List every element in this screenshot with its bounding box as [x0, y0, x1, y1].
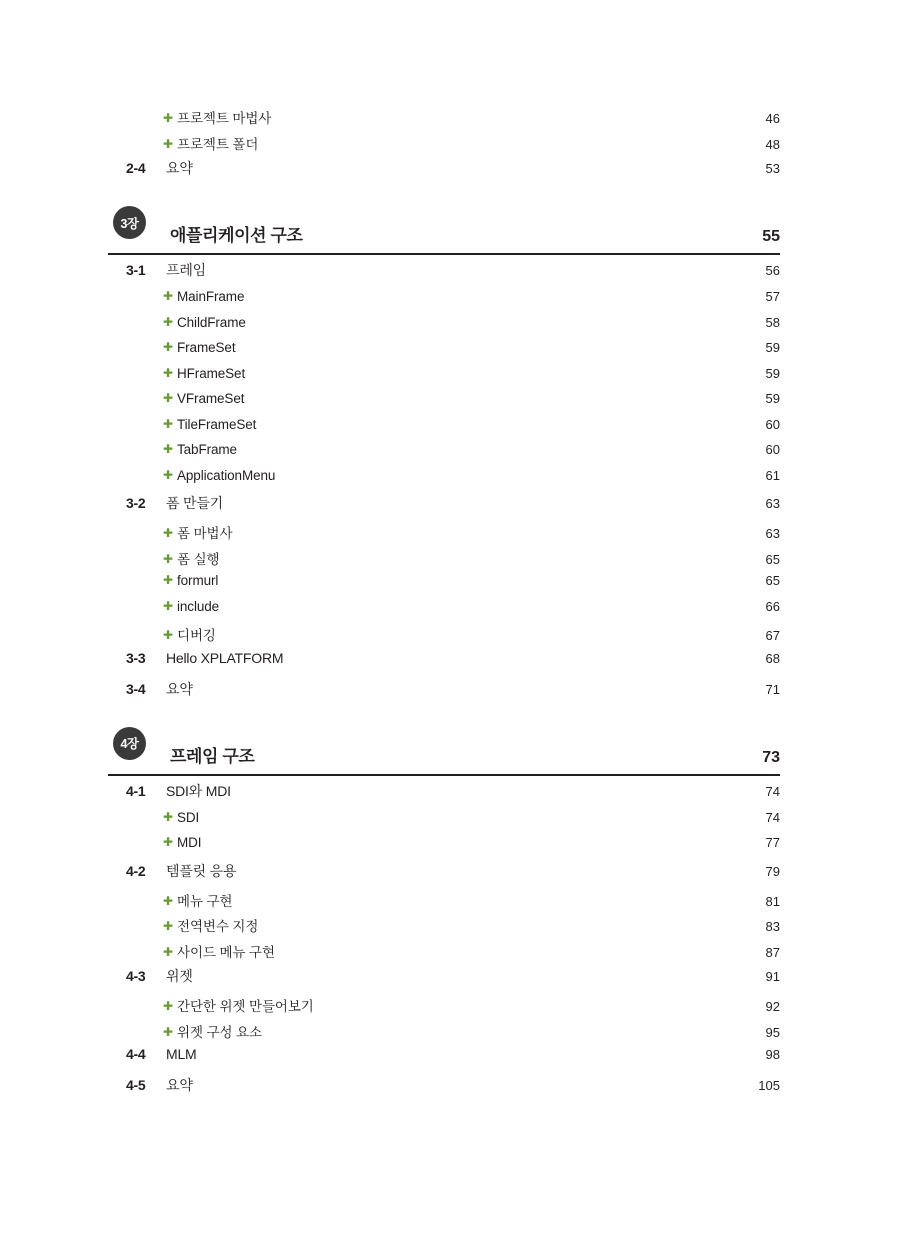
- entry-page: 48: [765, 136, 780, 152]
- chapter-badge: 3장: [113, 206, 146, 239]
- list-item[interactable]: [108, 890, 780, 916]
- entry-label: ApplicationMenu: [177, 467, 276, 483]
- entry-label: 프레임: [166, 262, 206, 278]
- chapter-4-entries: [108, 781, 780, 1105]
- entry-label: VFrameSet: [177, 391, 245, 406]
- entry-page: 57: [765, 289, 780, 304]
- entry-number: 3-2: [126, 495, 146, 511]
- list-item[interactable]: [108, 107, 780, 133]
- plus-icon: ✚: [163, 314, 174, 329]
- plus-icon: ✚: [163, 893, 174, 908]
- plus-icon: ✚: [163, 111, 174, 125]
- list-item[interactable]: [108, 861, 780, 890]
- entry-label: 폼 만들기: [166, 495, 223, 511]
- list-item[interactable]: [108, 915, 780, 941]
- entry-number: 2-4: [126, 160, 146, 176]
- entry-page: 74: [765, 809, 780, 825]
- entry-page: 71: [765, 681, 780, 697]
- plus-icon: ✚: [163, 340, 174, 354]
- entry-label: 메뉴 구현: [177, 893, 233, 909]
- entry-label: MLM: [166, 1046, 197, 1062]
- entry-page: 92: [765, 999, 780, 1014]
- entry-page: 87: [765, 944, 780, 960]
- list-item[interactable]: [108, 260, 780, 289]
- entry-label: TabFrame: [177, 442, 237, 457]
- chapter-header[interactable]: [108, 214, 780, 255]
- entry-page: 91: [765, 969, 780, 984]
- list-item[interactable]: [108, 810, 780, 836]
- entry-page: 58: [765, 314, 780, 330]
- entry-label: 사이드 메뉴 구현: [177, 944, 275, 960]
- plus-icon: ✚: [163, 835, 174, 849]
- entry-page: 66: [765, 598, 780, 614]
- chapter-block-4: [108, 735, 780, 1105]
- list-item[interactable]: [108, 548, 780, 574]
- entry-number: 4-3: [126, 968, 146, 984]
- list-item[interactable]: [108, 624, 780, 650]
- entry-label: TileFrameSet: [177, 416, 257, 432]
- plus-icon: ✚: [163, 573, 174, 587]
- plus-icon: ✚: [163, 365, 174, 380]
- entry-number: 4-5: [126, 1077, 146, 1093]
- list-item[interactable]: [108, 522, 780, 548]
- list-item[interactable]: [108, 468, 780, 494]
- list-item[interactable]: [108, 781, 780, 810]
- entry-label: 전역변수 지정: [177, 919, 259, 934]
- plus-icon: ✚: [163, 467, 174, 482]
- entry-page: 65: [765, 573, 780, 588]
- entry-label: MDI: [177, 835, 202, 850]
- list-item[interactable]: [108, 1046, 780, 1075]
- entry-label: formurl: [177, 573, 219, 588]
- list-item[interactable]: [108, 391, 780, 417]
- plus-icon: ✚: [163, 1024, 174, 1039]
- entry-number: 3-3: [126, 649, 146, 666]
- entry-label: 요약: [166, 1077, 193, 1093]
- entry-number: 4-1: [126, 782, 146, 799]
- entry-label: 요약: [166, 680, 193, 697]
- plus-icon: ✚: [163, 999, 174, 1013]
- entry-page: 68: [765, 650, 780, 666]
- entry-page: 95: [765, 1024, 780, 1040]
- list-item[interactable]: [108, 289, 780, 315]
- entry-label: HFrameSet: [177, 365, 246, 381]
- plus-icon: ✚: [163, 809, 174, 824]
- plus-icon: ✚: [163, 136, 174, 151]
- entry-label: 요약: [166, 160, 193, 176]
- entry-page: 46: [765, 111, 780, 126]
- entry-label: 디버깅: [177, 628, 216, 643]
- list-item[interactable]: [108, 442, 780, 468]
- entry-page: 65: [765, 551, 780, 567]
- list-item[interactable]: [108, 133, 780, 159]
- list-item[interactable]: [108, 650, 780, 679]
- plus-icon: ✚: [163, 944, 174, 959]
- list-item[interactable]: [108, 966, 780, 995]
- plus-icon: ✚: [163, 442, 174, 456]
- entry-label: ChildFrame: [177, 314, 246, 330]
- plus-icon: ✚: [163, 551, 174, 566]
- entry-page: 59: [765, 365, 780, 381]
- list-item[interactable]: [108, 158, 780, 187]
- entry-label: 폼 실행: [177, 551, 220, 567]
- entry-page: 56: [765, 263, 780, 278]
- entry-page: 63: [765, 496, 780, 511]
- toc-content: [108, 102, 780, 1104]
- entry-label: 템플릿 응용: [166, 862, 237, 879]
- entry-label: FrameSet: [177, 340, 236, 355]
- entry-page: 60: [765, 416, 780, 432]
- entry-label: 간단한 위젯 만들어보기: [177, 999, 314, 1014]
- entry-number: 4-4: [126, 1046, 146, 1062]
- list-item[interactable]: [108, 941, 780, 967]
- entry-page: 53: [765, 161, 780, 176]
- chapter-title: 애플리케이션 구조: [170, 226, 303, 245]
- plus-icon: ✚: [163, 289, 174, 303]
- list-item[interactable]: [108, 366, 780, 392]
- chapter-title: 프레임 구조: [170, 746, 255, 766]
- entry-label: MainFrame: [177, 289, 245, 304]
- chapter-header[interactable]: [108, 735, 780, 776]
- entry-page: 83: [765, 919, 780, 934]
- list-item[interactable]: [108, 493, 780, 522]
- entry-page: 74: [765, 783, 780, 799]
- entry-label: 프로젝트 마법사: [177, 111, 272, 126]
- plus-icon: ✚: [163, 598, 174, 613]
- list-item[interactable]: [108, 1021, 780, 1047]
- chapter-3-entries: [108, 260, 780, 708]
- entry-label: SDI와 MDI: [166, 782, 231, 799]
- entry-page: 63: [765, 526, 780, 541]
- chapter-page: 73: [762, 748, 780, 766]
- entry-page: 59: [765, 391, 780, 406]
- entry-page: 98: [765, 1047, 780, 1062]
- entry-page: 59: [765, 340, 780, 355]
- plus-icon: ✚: [163, 391, 174, 405]
- entry-label: SDI: [177, 809, 200, 825]
- entry-page: 79: [765, 863, 780, 879]
- entry-label: 위젯 구성 요소: [177, 1024, 262, 1040]
- list-item[interactable]: [108, 573, 780, 599]
- list-item[interactable]: [108, 1075, 780, 1104]
- entry-label: 프로젝트 폴더: [177, 136, 259, 152]
- entry-number: 3-4: [126, 680, 146, 697]
- list-item[interactable]: [108, 340, 780, 366]
- entry-number: 4-2: [126, 862, 146, 879]
- continued-entries: [108, 107, 780, 187]
- entry-label: 폼 마법사: [177, 526, 233, 541]
- entry-page: 77: [765, 835, 780, 850]
- plus-icon: ✚: [163, 416, 174, 431]
- entry-page: 61: [765, 467, 780, 483]
- entry-page: 67: [765, 628, 780, 643]
- entry-label: 위젯: [166, 968, 193, 984]
- list-item[interactable]: [108, 995, 780, 1021]
- list-item[interactable]: [108, 315, 780, 341]
- entry-page: 81: [765, 893, 780, 909]
- entry-label: Hello XPLATFORM: [166, 649, 284, 666]
- list-item[interactable]: [108, 679, 780, 708]
- entry-number: 3-1: [126, 262, 146, 278]
- plus-icon: ✚: [163, 628, 174, 642]
- list-item[interactable]: [108, 417, 780, 443]
- chapter-page: 55: [762, 228, 780, 245]
- chapter-block-3: [108, 214, 780, 708]
- plus-icon: ✚: [163, 919, 174, 933]
- entry-page: 105: [758, 1078, 780, 1093]
- entry-page: 60: [765, 442, 780, 457]
- chapter-badge: 4장: [113, 727, 146, 760]
- plus-icon: ✚: [163, 526, 174, 540]
- list-item[interactable]: [108, 599, 780, 625]
- entry-label: include: [177, 598, 220, 614]
- list-item[interactable]: [108, 835, 780, 861]
